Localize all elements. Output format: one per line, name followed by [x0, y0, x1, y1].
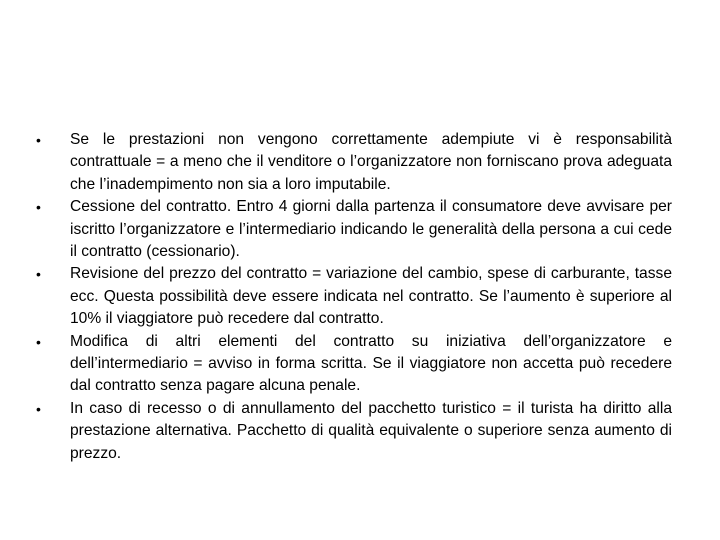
bullet-icon: •	[36, 400, 41, 417]
bullet-icon: •	[36, 132, 41, 148]
bullet-item-4	[36, 331, 672, 398]
bullet-icon: •	[36, 333, 41, 350]
bullet-text: Revisione del prezzo del contratto = variazione del cambio, spese di carburante, tasse ecc. Questa possibilità deve essere indicata nel contratto. Se l’aumento è superiore al 10% il viaggiatore può recedere dal contratto.	[70, 265, 672, 328]
bullet-item-2	[36, 196, 672, 263]
bullet-icon: •	[36, 266, 41, 283]
bullet-icon: •	[36, 199, 41, 216]
bullet-list	[36, 129, 672, 465]
bullet-item-5	[36, 398, 672, 465]
bullet-item-3	[36, 263, 672, 330]
bullet-text: Cessione del contratto. Entro 4 giorni dalla partenza il consumatore deve avvisare per iscritto l’organizzatore e l’intermediario indicando le generalità della persona a cui cede il contratto (cessionario).	[70, 198, 672, 261]
bullet-text: Modifica di altri elementi del contratto su iniziativa dell’organizzatore e dell’intermediario = avviso in forma scritta. Se il viaggiatore non accetta può recedere dal contratto senza pagare alcuna penale.	[70, 332, 672, 395]
bullet-text: In caso di recesso o di annullamento del pacchetto turistico = il turista ha diritto alla prestazione alternativa. Pacchetto di qualità equivalente o superiore senza aumento di prezzo.	[70, 399, 672, 462]
bullet-text: Se le prestazioni non vengono correttamente adempiute vi è responsabilità contrattuale = a meno che il venditore o l’organizzatore non forniscano prova adeguata che l’inadempimento non sia a loro imputabile.	[70, 131, 672, 193]
bullet-item-1	[36, 129, 672, 196]
